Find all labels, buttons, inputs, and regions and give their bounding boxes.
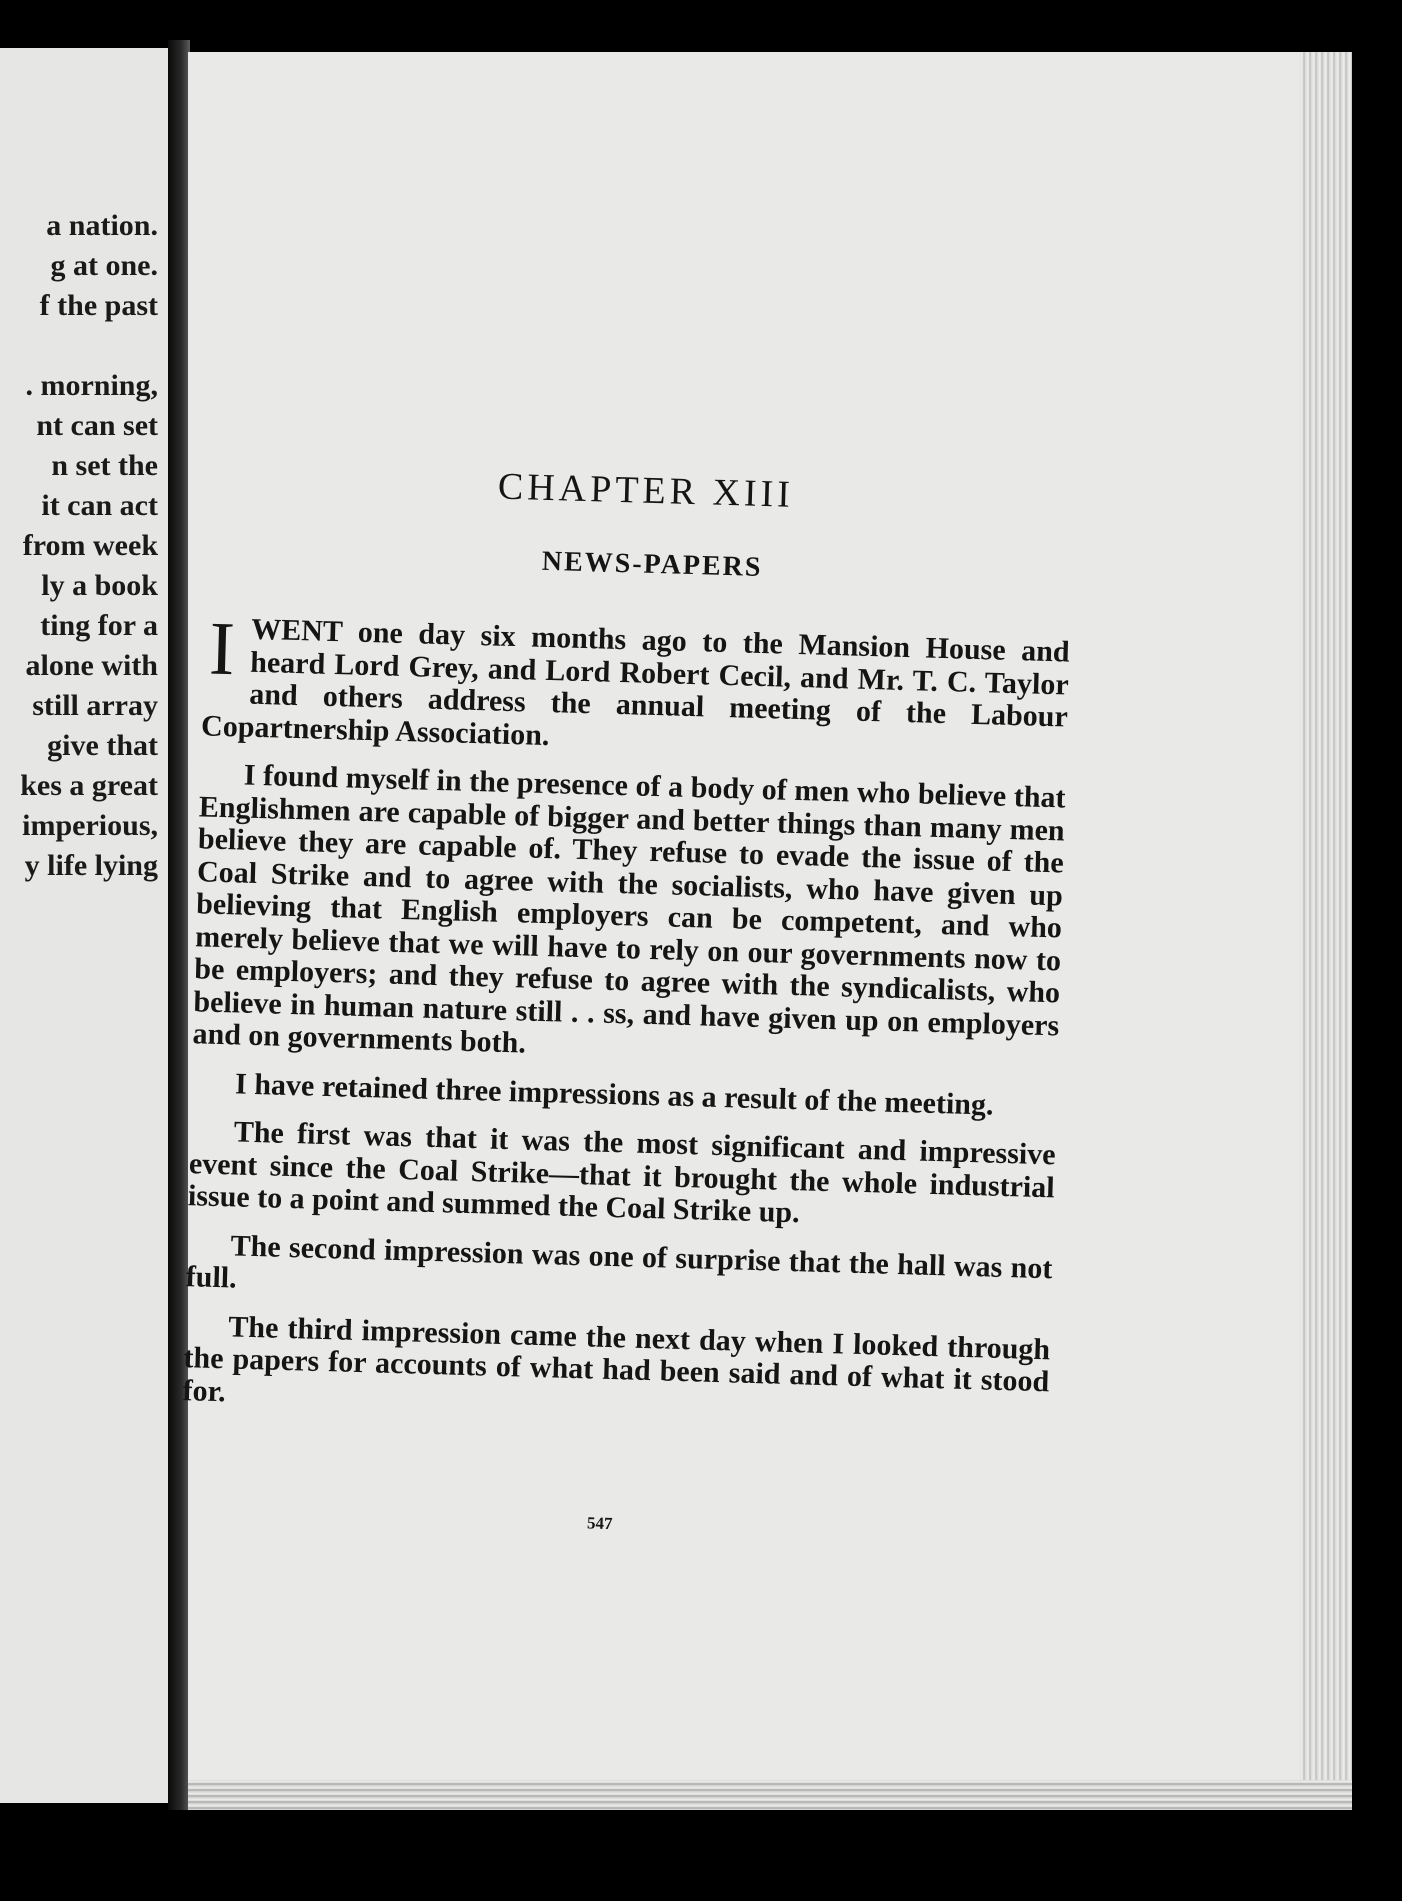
previous-page-line: ting for a [40, 609, 158, 642]
previous-page-line: ly a book [41, 569, 158, 602]
paragraph: I have retained three impressions as a result of the meeting. [234, 1066, 994, 1122]
paragraph-text: WENT one day six months ago to the Mansion House and heard Lord Grey, and Lord Robert Cecil, and Mr. T. C. Taylor and others address the annual meeting of the Labour Copartnership Association. [200, 612, 1071, 752]
previous-page-line: kes a great [20, 769, 158, 802]
previous-page-text [20, 206, 158, 886]
previous-page-line: imperious, [22, 809, 158, 842]
book-gutter [168, 40, 190, 1810]
drop-cap: I [208, 606, 236, 692]
previous-page-line: from week [22, 529, 158, 562]
previous-page [0, 48, 172, 1803]
chapter-title: CHAPTER XIII [497, 465, 795, 516]
paragraph: The third impression came the next day when I looked through the papers for accounts of what had been said and of what it stood for. [182, 1309, 1051, 1408]
previous-page-line: nt can set [36, 409, 158, 442]
paragraph: I found myself in the presence of a body of men who believe that Englishmen are capable of bigger and better things than many men believe they are capable of. They refuse to evade the issue of the Coal Strike and to agree with the socialists, who have given up believing that English employers can be competent, and who merely believe that we will have to rely on our governments now to be employers; and they refuse to agree with the syndicalists, who believe in human nature still . . ss, and have given up on employers and on governments both. [192, 758, 1066, 1060]
previous-page-line: f the past [39, 289, 158, 322]
previous-page-line: n set the [51, 449, 158, 482]
previous-page-line: it can act [41, 489, 158, 522]
chapter-body [182, 606, 1071, 1447]
previous-page-line: y life lying [24, 849, 158, 882]
previous-page-line: give that [47, 729, 158, 762]
previous-page-line: alone with [25, 649, 158, 682]
paragraph [200, 606, 1071, 766]
page-number: 547 [586, 1513, 613, 1534]
paragraph: The first was that it was the most significant and impressive event since the Coal Strike—that it brought the whole industrial issue to a point and summed the Coal Strike up. [187, 1115, 1057, 1230]
previous-page-line: g at one. [50, 249, 158, 282]
page-bottom-edge [188, 1780, 1352, 1810]
page-stack-edge [1300, 52, 1352, 1787]
page-content [182, 52, 1078, 1534]
previous-page-line: . morning, [25, 369, 158, 402]
chapter-subtitle: NEWS-PAPERS [541, 545, 763, 583]
previous-page-line [20, 326, 158, 366]
current-page [182, 52, 1308, 1787]
previous-page-line: a nation. [46, 209, 158, 242]
previous-page-line: still array [32, 689, 158, 722]
paragraph: The second impression was one of surprise that the hall was not full. [185, 1228, 1053, 1295]
